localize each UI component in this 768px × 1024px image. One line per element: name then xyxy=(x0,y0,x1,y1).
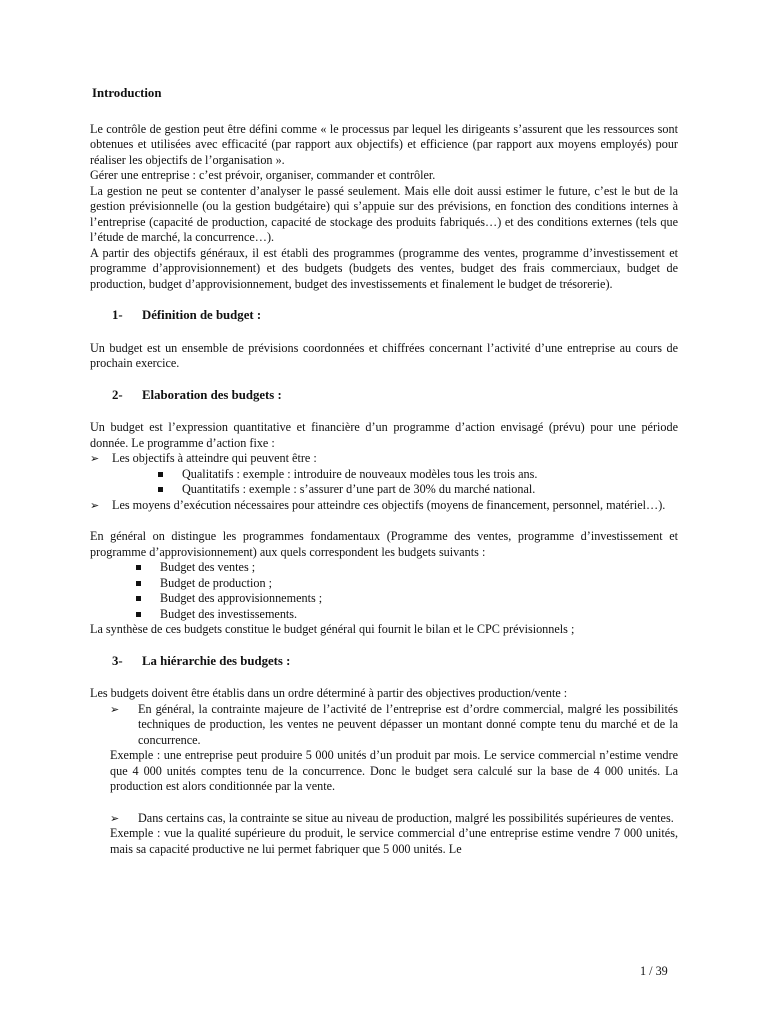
intro-paragraph: Gérer une entreprise : c’est prévoir, organiser, commander et contrôler. xyxy=(90,168,436,182)
arrow-bullet-list xyxy=(90,451,678,513)
section-number: 1- xyxy=(112,308,123,322)
budget-list-item: Budget de production ; xyxy=(134,576,678,592)
page-number: 1 / 39 xyxy=(640,964,668,978)
section-number: 3- xyxy=(112,653,123,668)
section-2-paragraph: En général on distingue les programmes fondamentaux (Programme des ventes, programme d’investissement et programme d’approvisionnement) aux quels correspondent les budgets suivants : xyxy=(90,529,678,559)
section-2-paragraph: Un budget est l’expression quantitative et financière d’un programme d’action envisagé (prévu) pour une période donnée. Le programme d’action fixe : xyxy=(90,420,678,450)
section-2-paragraph: La synthèse de ces budgets constitue le budget général qui fournit le bilan et le CPC prévisionnels ; xyxy=(90,622,575,636)
intro-paragraph: A partir des objectifs généraux, il est établi des programmes (programme des ventes, programme d’investissement et programme d’approvisionnement) et des budgets (budgets des ventes, budget des frais commerciaux, budget de production, budget d’approvisionnement, budget des investissements et finalement le budget de trésorerie). xyxy=(90,245,678,291)
budget-list-item: Budget des ventes ; xyxy=(134,560,678,576)
budget-list-item: Budget des investissements. xyxy=(134,607,678,623)
constraint-example: Exemple : une entreprise peut produire 5 000 unités d’un produit par mois. Le service commercial n’estime vendre que 4 000 unités comptes tenu de la concurrence. Donc le budget sera calculé sur la base de 4 000 unités. La production est alors conditionnée par la vente. xyxy=(110,748,678,793)
section-title: Elaboration des budgets : xyxy=(142,387,282,402)
intro-paragraph: La gestion ne peut se contenter d’analyser le passé seulement. Mais elle doit aussi estimer le future, c’est le but de la gestion prévisionnelle (ou la gestion budgétaire) qui s’appuie sur des prévisions, en fonction des conditions internes à l’entreprise (capacité de production, capacité de stockage des produits fabriqués…) et des conditions externes (tels que l’étude de marché, la concurrence…). xyxy=(90,183,678,244)
constraint-example: Exemple : vue la qualité supérieure du produit, le service commercial d’une entreprise estime vendre 7 000 unités, mais sa capacité productive ne lui permet fabriquer que 5 000 unités. Le xyxy=(110,826,678,856)
intro-paragraph: Le contrôle de gestion peut être défini comme « le processus par lequel les dirigeants s’assurent que les ressources sont obtenues et utilisées avec efficacité (par rapport aux objectifs) et efficience (par rapport aux moyens employés) pour réaliser les objectifs de l’organisation ». xyxy=(90,121,678,167)
arrow-bullet-item: ➢ Les moyens d’exécution nécessaires pour atteindre ces objectifs (moyens de financement, personnel, matériel…). xyxy=(90,498,678,514)
intro-title: Introduction xyxy=(92,86,162,100)
constraint-item: ➢ Dans certains cas, la contrainte se situe au niveau de production, malgré les possibilités supérieures de ventes. xyxy=(110,811,678,827)
section-title: Définition de budget : xyxy=(142,308,262,322)
square-bullet-item: Qualitatifs : exemple : introduire de nouveaux modèles tous les trois ans. xyxy=(156,467,678,483)
section-3-heading xyxy=(112,654,678,670)
section-1-heading xyxy=(112,308,678,324)
section-1-paragraph: Un budget est un ensemble de prévisions coordonnées et chiffrées concernant l’activité d’une entreprise au cours de prochain exercice. xyxy=(90,340,678,370)
constraint-item: ➢ En général, la contrainte majeure de l’activité de l’entreprise est d’ordre commercial, malgré les possibilités techniques de production, les ventes ne peuvent dépasser un montant donné compte tenu du marché et de la concurrence. xyxy=(110,702,678,749)
budget-list-item: Budget des approvisionnements ; xyxy=(134,591,678,607)
section-2-heading xyxy=(112,388,678,404)
bullet-text: Les objectifs à atteindre qui peuvent être : xyxy=(112,451,317,465)
budget-list xyxy=(90,560,678,622)
arrow-bullet-item xyxy=(90,451,678,498)
section-title: La hiérarchie des budgets : xyxy=(142,653,291,668)
section-number: 2- xyxy=(112,387,123,402)
constraint-block xyxy=(90,702,678,858)
square-bullet-list xyxy=(112,467,678,498)
square-bullet-item: Quantitatifs : exemple : s’assurer d’une part de 30% du marché national. xyxy=(156,482,678,498)
document-page xyxy=(90,86,678,857)
section-3-paragraph: Les budgets doivent être établis dans un ordre déterminé à partir des objectives production/vente : xyxy=(90,686,568,700)
